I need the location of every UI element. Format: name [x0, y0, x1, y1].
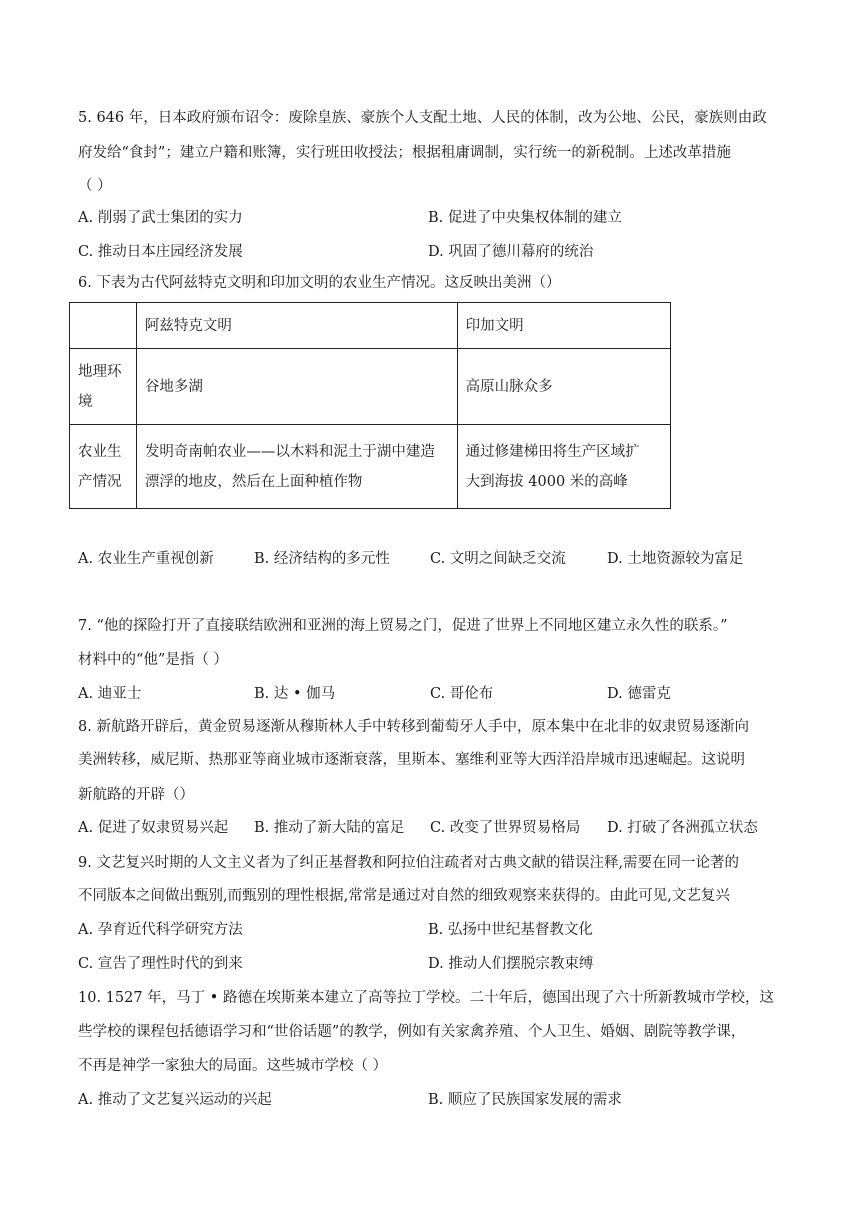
table-row-label [70, 349, 137, 425]
table-label-line: 产情况 [78, 473, 122, 490]
question-9-option-b[interactable]: B. 弘扬中世纪基督教文化 [428, 922, 593, 938]
question-7-stem-line: 7. “他的探险打开了直接联结欧洲和亚洲的海上贸易之门，促进了世界上不同地区建立永久性的联系。” [78, 618, 728, 634]
table-label-line: 地理环 [78, 363, 122, 380]
question-10-option-a[interactable]: A. 推动了文艺复兴运动的兴起 [78, 1092, 272, 1108]
table-header-row [70, 303, 671, 349]
table-cell-line: 漂浮的地皮，然后在上面种植作物 [144, 473, 363, 490]
question-5-option-a[interactable]: A. 削弱了武士集团的实力 [78, 210, 243, 226]
question-5-stem-line: 5. 646 年，日本政府颁布诏令：废除皇族、豪族个人支配土地、人民的体制，改为公地、公民，豪族则由政 [78, 110, 767, 126]
question-8-stem-line: 新航路的开辟（） [78, 787, 194, 803]
table-label-line: 农业生 [78, 443, 122, 460]
question-10-stem-line: 些学校的课程包括德语学习和“世俗话题”的教学，例如有关家禽养殖、个人卫生、婚姻、剧院等教学课， [78, 1024, 746, 1040]
table-row [70, 425, 671, 509]
table-label-line: 境 [78, 393, 93, 410]
table-cell [136, 425, 457, 509]
question-8-stem-line: 8. 新航路开辟后，黄金贸易逐渐从穆斯林人手中转移到葡萄牙人手中，原本集中在北非的奴隶贸易逐渐向 [78, 719, 749, 735]
question-9-option-c[interactable]: C. 宣告了理性时代的到来 [78, 956, 243, 972]
question-5-option-c[interactable]: C. 推动日本庄园经济发展 [78, 244, 243, 260]
question-8-option-c[interactable]: C. 改变了世界贸易格局 [430, 820, 581, 836]
question-8-stem-line: 美洲转移，威尼斯、热那亚等商业城市逐渐衰落，里斯本、塞维利亚等大西洋沿岸城市迅速崛起。这说明 [78, 752, 745, 768]
question-6-stem: 6. 下表为古代阿兹特克文明和印加文明的农业生产情况。这反映出美洲（） [78, 275, 561, 291]
question-9-stem-line: 9. 文艺复兴时期的人文主义者为了纠正基督教和阿拉伯注疏者对古典文献的错误注释,需要在同一论著的 [78, 855, 740, 871]
table-header-cell: 阿兹特克文明 [136, 303, 457, 349]
question-8-option-a[interactable]: A. 促进了奴隶贸易兴起 [78, 820, 229, 836]
question-7-option-c[interactable]: C. 哥伦布 [430, 686, 494, 702]
question-7-stem-line: 材料中的“他”是指（ ） [78, 652, 228, 668]
question-7-option-b[interactable]: B. 达 • 伽马 [254, 686, 336, 702]
question-6-option-b[interactable]: B. 经济结构的多元性 [254, 551, 390, 567]
table-cell-line: 发明奇南帕农业——以木料和泥土于湖中建造 [144, 443, 435, 460]
table-row-label [70, 425, 137, 509]
table-cell: 谷地多湖 [136, 349, 457, 425]
question-5-stem-line: 府发给“食封”；建立户籍和账簿，实行班田收授法；根据租庸调制，实行统一的新税制。上述改革措施 [78, 145, 731, 161]
question-6-option-c[interactable]: C. 文明之间缺乏交流 [430, 551, 566, 567]
question-6-table [69, 302, 671, 509]
question-5-option-b[interactable]: B. 促进了中央集权体制的建立 [428, 210, 622, 226]
table-header-cell: 印加文明 [457, 303, 670, 349]
question-10-stem-line: 不再是神学一家独大的局面。这些城市学校（ ） [78, 1058, 388, 1074]
question-6-option-a[interactable]: A. 农业生产重视创新 [78, 551, 214, 567]
question-5-option-d[interactable]: D. 巩固了德川幕府的统治 [428, 244, 594, 260]
question-9-option-a[interactable]: A. 孕育近代科学研究方法 [78, 922, 243, 938]
table-row [70, 349, 671, 425]
question-6-option-d[interactable]: D. 土地资源较为富足 [607, 551, 744, 567]
table-cell: 高原山脉众多 [457, 349, 670, 425]
table-cell-line: 大到海拔 4000 米的高峰 [465, 473, 628, 490]
question-10-stem-line: 10. 1527 年，马丁 • 路德在埃斯莱本建立了高等拉丁学校。二十年后，德国出现了六十所新教城市学校，这 [78, 990, 774, 1006]
question-7-option-a[interactable]: A. 迪亚士 [78, 686, 142, 702]
question-9-stem-line: 不同版本之间做出甄别,而甄别的理性根据,常常是通过对自然的细致观察来获得的。由此可见,文艺复兴 [78, 888, 730, 904]
question-5-stem-line: （ ） [78, 178, 112, 194]
question-10-option-b[interactable]: B. 顺应了民族国家发展的需求 [428, 1092, 622, 1108]
question-8-option-b[interactable]: B. 推动了新大陆的富足 [254, 820, 405, 836]
table-header-cell [70, 303, 137, 349]
question-7-option-d[interactable]: D. 德雷克 [607, 686, 671, 702]
table-cell [457, 425, 670, 509]
table-cell-line: 通过修建梯田将生产区域扩 [465, 443, 640, 460]
question-8-option-d[interactable]: D. 打破了各洲孤立状态 [607, 820, 758, 836]
question-9-option-d[interactable]: D. 推动人们摆脱宗教束缚 [428, 956, 594, 972]
